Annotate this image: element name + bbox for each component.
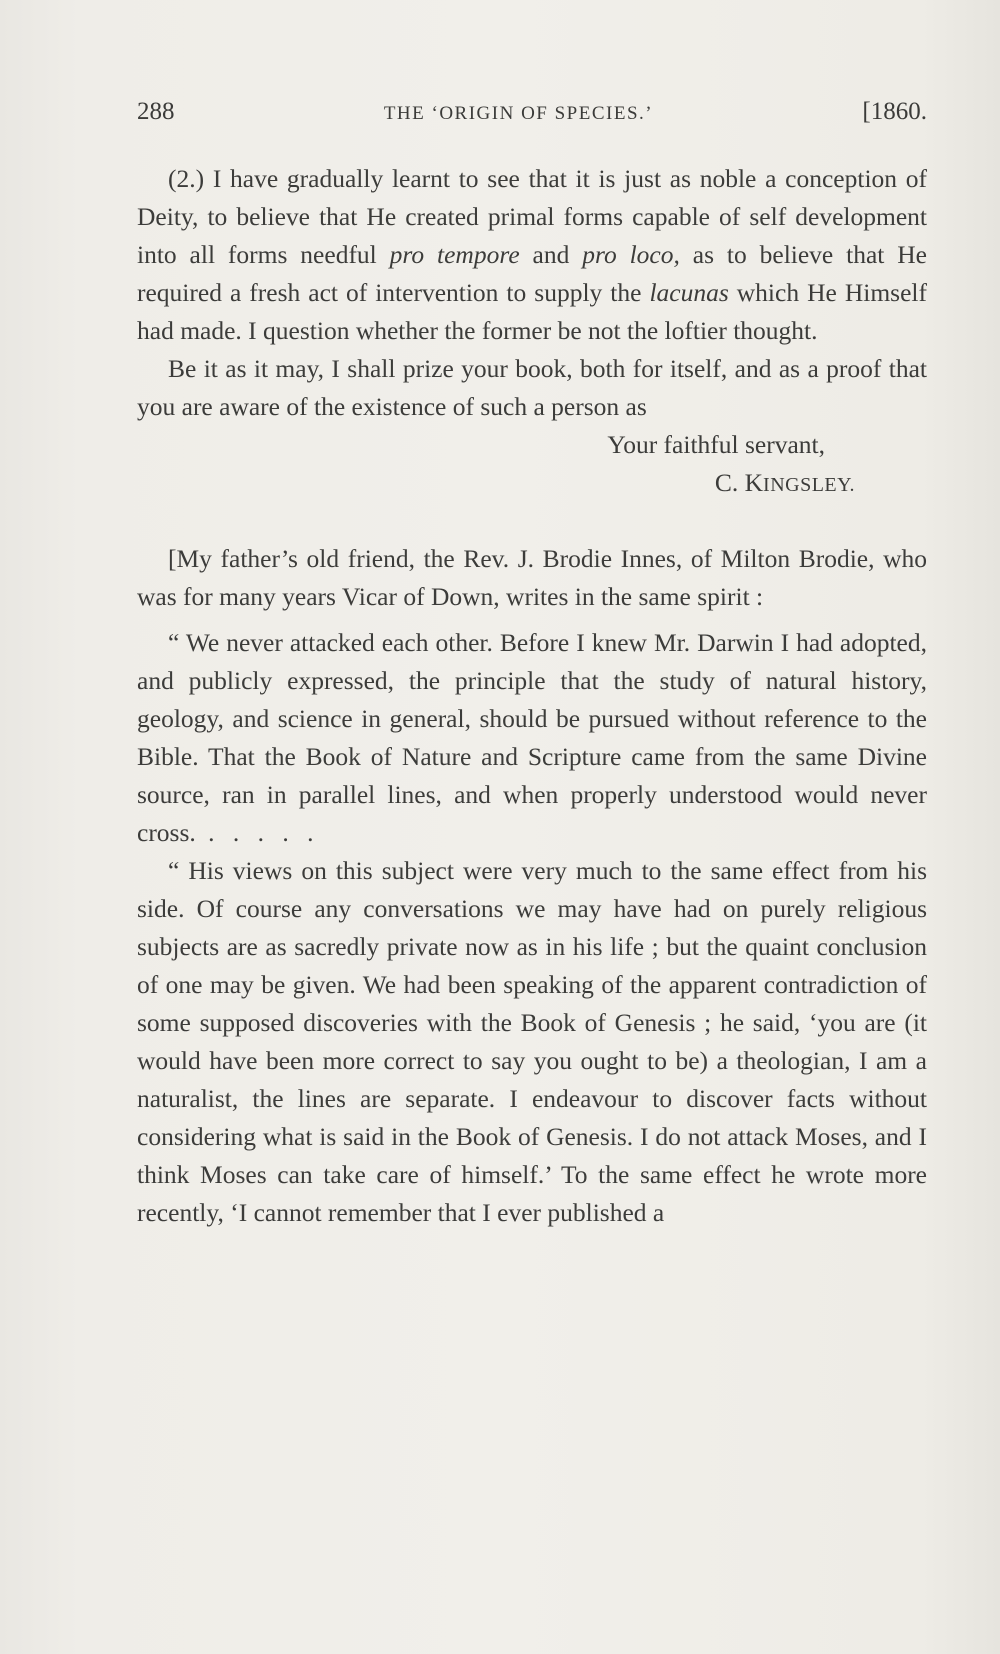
letter-paragraph-2: Be it as it may, I shall prize your book, both for itself, and as a proof that you are aware of the existence of such a person as [137, 354, 927, 421]
letter-closing: Your faithful servant, [607, 430, 825, 459]
quote-paragraph-1: “ We never attacked each other. Before I knew Mr. Darwin I had adopted, and publicly expressed, the principle that the study of natural history, geology, and science in general, should be pursued without reference to the Bible. That the Book of Nature and Scripture came from the same Divine source, ran in parallel lines, and when properly understood would never cross. . . . . . [137, 628, 927, 847]
running-title: THE ‘ORIGIN OF SPECIES.’ [383, 103, 654, 124]
letter-signature: C. KINGSLEY. [714, 468, 855, 497]
narrative-paragraph-1: [My father’s old friend, the Rev. J. Brodie Innes, of Milton Brodie, who was for many years Vicar of Down, writes in the same spirit : [137, 544, 927, 611]
body-text [137, 160, 927, 1232]
letter-paragraph-1: (2.) I have gradually learnt to see that it is just as noble a conception of Deity, to believe that He created primal forms capable of self development into all forms needful pro tempore and pro loco, as to believe that He required a fresh act of intervention to supply the lacunas which He Himself had made. I question whether the former be not the loftier thought. [137, 164, 927, 345]
header-year: [1860. [862, 98, 927, 125]
page-number: 288 [137, 98, 175, 125]
quote-paragraph-2: “ His views on this subject were very much to the same effect from his side. Of course any conversations we may have had on purely religious subjects are as sacredly private now as in his life ; but the quaint conclusion of one may be given. We had been speaking of the apparent contradiction of some supposed discoveries with the Book of Genesis ; he said, ‘you are (it would have been more correct to say you ought to be) a theologian, I am a naturalist, the lines are separate. I endeavour to discover facts without considering what is said in the Book of Genesis. I do not attack Moses, and I think Moses can take care of himself.’ To the same effect he wrote more recently, ‘I cannot remember that I ever published a [137, 856, 927, 1227]
section-gap [137, 504, 927, 540]
running-header [137, 98, 927, 126]
